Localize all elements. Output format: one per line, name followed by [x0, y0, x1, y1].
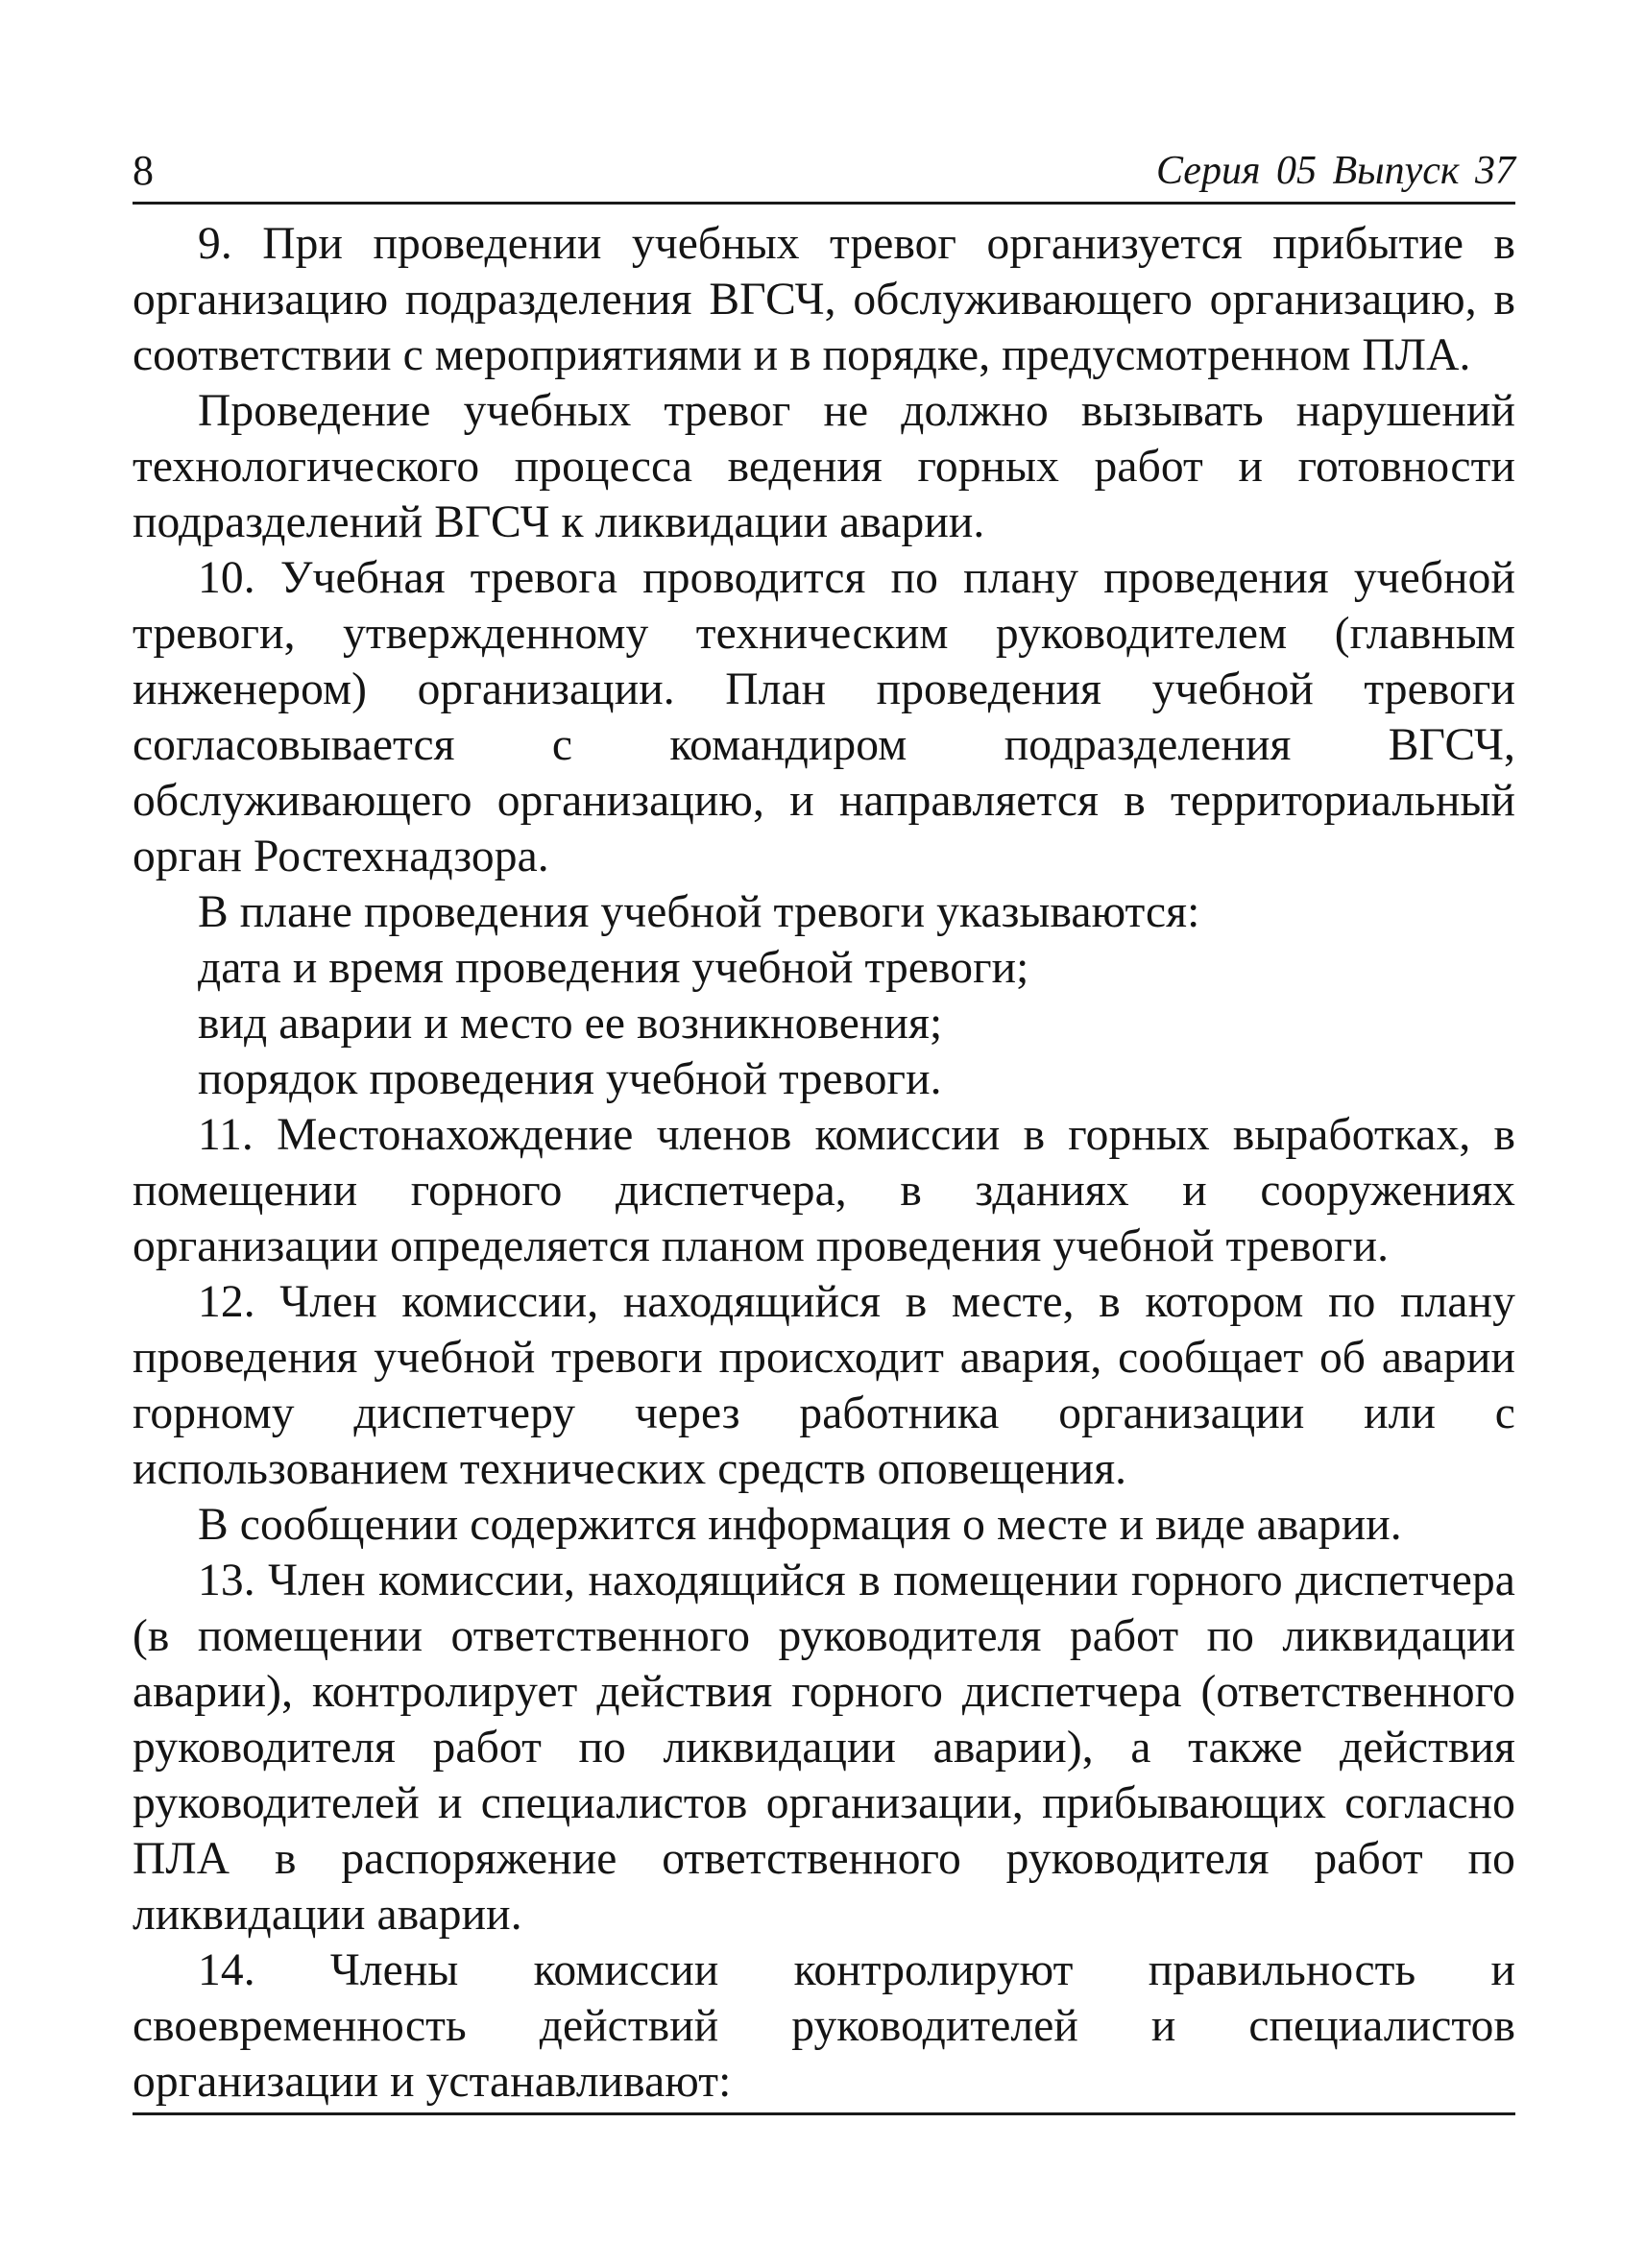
paragraph-11: 11. Местонахождение членов комиссии в горных выработках, в помещении горного диспетчера, в зданиях и сооружениях организации определяется планом проведения учебной тревоги.: [133, 1110, 1515, 1271]
paragraph-13: 13. Член комиссии, находящийся в помещении горного диспетчера (в помещении ответственного руководителя работ по ликвидации аварии), контролирует действия горного диспетчера (ответственного руководителя работ по ликвидации аварии), а также действия руководителей и специалистов организации, прибывающих согласно ПЛА в распоряжение ответственного руководителя работ по ликвидации аварии.: [133, 1556, 1515, 1940]
running-head: Серия 05 Выпуск 37: [1156, 149, 1515, 193]
page-number: 8: [133, 147, 154, 194]
list-item-accident-type: вид аварии и место ее возникновения;: [198, 999, 943, 1049]
list-item-date-time: дата и время проведения учебной тревоги;: [198, 943, 1029, 993]
page-header: [133, 142, 1515, 205]
paragraph-12: 12. Член комиссии, находящийся в месте, в котором по плану проведения учебной тревоги происходит авария, сообщает об аварии горному диспетчеру через работника организации или с использованием технических средств оповещения.: [133, 1277, 1515, 1494]
paragraph-message-content: В сообщении содержится информация о месте и виде аварии.: [198, 1500, 1402, 1550]
paragraph-9: 9. При проведении учебных тревог организуется прибытие в организацию подразделения ВГСЧ, обслуживающего организацию, в соответствии с мероприятиями и в порядке, предусмотренном ПЛА.: [133, 219, 1515, 380]
paragraph-14: 14. Члены комиссии контролируют правильность и своевременность действий руководителей и специалистов организации и устанавливают:: [133, 1945, 1515, 2107]
paragraph-plan-specifies: В плане проведения учебной тревоги указываются:: [198, 887, 1200, 937]
list-item-procedure: порядок проведения учебной тревоги.: [198, 1054, 942, 1104]
paragraph-10: 10. Учебная тревога проводится по плану проведения учебной тревоги, утвержденному техническим руководителем (главным инженером) организации. План проведения учебной тревоги согласовывается с командиром подразделения ВГСЧ, обслуживающего организацию, и направляется в территориальный орган Ростехнадзора.: [133, 553, 1515, 881]
paragraph-training-alarm-conduct: Проведение учебных тревог не должно вызывать нарушений технологического процесса ведения горных работ и готовности подразделений ВГСЧ к ликвидации аварии.: [133, 386, 1515, 547]
body-text: [133, 216, 1515, 2110]
bottom-rule: [133, 2112, 1515, 2115]
